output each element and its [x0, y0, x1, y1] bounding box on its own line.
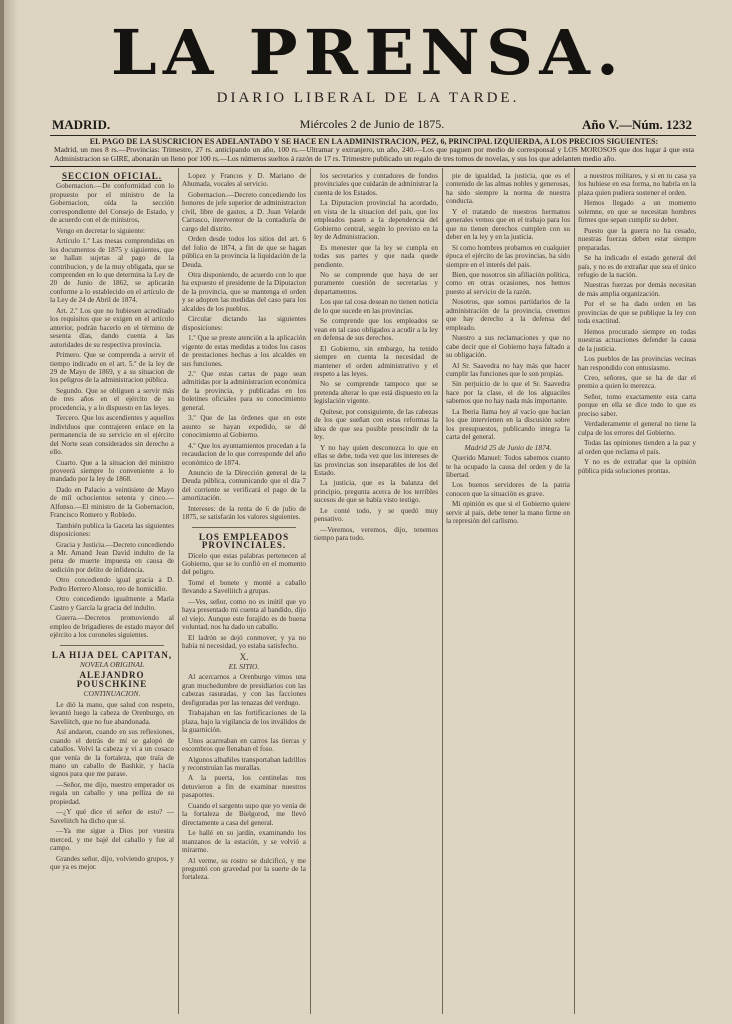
- paragraph: 1.º Que se preste atención a la aplicación vigente de estas medidas a todos los casos de prestaciones hechas a los alcaldes en sus funciones.: [182, 334, 306, 368]
- paragraph: Grandes señor, dijo, volviendo grupos, y que ya es mejor.: [50, 854, 174, 871]
- column-separator: [310, 168, 311, 1014]
- provincial-heading: LOS EMPLEADOS PROVINCIALES.: [198, 531, 290, 551]
- newspaper-subtitle: DIARIO LIBERAL DE LA TARDE.: [216, 90, 520, 106]
- dateline-city: MADRID.: [52, 117, 111, 132]
- newspaper-title: LA PRENSA.: [110, 16, 626, 89]
- paragraph: Por el se ha dado orden en las provincias de que se publique la ley con toda exactitud.: [578, 300, 696, 326]
- paragraph: —Señor, me dijo, nuestro emperador os regala un caballo y una pelliza de su propiedad.: [50, 780, 174, 806]
- paragraph: Cuando el sargento supo que yo venía de la fortaleza de Bielgorod, me llevó directamente a casa del general.: [182, 801, 306, 827]
- paragraph: No se comprende que haya de ser puramente cuestión de secretarías y departamentos.: [314, 270, 438, 296]
- column-separator: [442, 168, 443, 1014]
- dateline-date: Miércoles 2 de Junio de 1875.: [299, 117, 445, 131]
- paragraph: Los buenos servidores de la patria conocen que la situación es grave.: [446, 481, 570, 498]
- paragraph: Otro concediendo igualmente a María Castro y García la gracia del indulto.: [50, 595, 174, 612]
- paragraph: Orden desde todos los sitios del art. 6 del folio de 1874, a fin de que se hagan pública en la provincia la liquidación de la Deuda.: [182, 235, 306, 269]
- paragraph: Hemos llegado a un momento solemne, en que se necesitan hombres firmes que sepan cumplir su deber.: [578, 199, 696, 225]
- paragraph: Cuarto. Que a la situacion del ministro proveerá siempre lo conveniente a lo mandado por la ley de 1868.: [50, 458, 174, 484]
- column-2: [182, 172, 306, 1012]
- paragraph: Se ha indicado el estado general del país, y no es de extrañar que sea el único refugio de la nación.: [578, 254, 696, 279]
- paragraph: Intereses: de la renta de 6 de julio de 1875, se satisfarán los valores siguientes.: [182, 504, 306, 522]
- paragraph: Gobernacion.—Decreto concediendo los honores de jefe superior de administracion civil, libre de gastos, a D. Juan Velarde Carrasco, interventor de la contaduría de cargo del distrito.: [182, 190, 306, 233]
- paragraph: La justicia, que es la balanza del principio, pregunta acerca de los terribles sucesos de que se había visto testigo.: [314, 479, 438, 505]
- paragraph: 4.º Que los ayuntamientos procedan a la recaudacion de lo que corresponde del año económico de 1874.: [182, 441, 306, 467]
- paragraph: Dícelo que estas palabras pertenecen al Gobierno, que se lo confió en el momento del peligro.: [182, 551, 306, 577]
- paragraph: Le conté todo, y se quedó muy pensativo.: [314, 506, 438, 524]
- paragraph: Sin perjuicio de lo que el Sr. Saavedra hace por la clase, el de los alguaciles sabemos que no hay nada más importante.: [446, 380, 570, 406]
- paragraph: Al acercarnos a Orenburgo vimos una gran muchedumbre de presidiarios con las cabezas rasuradas, y con las facciones desfiguradas por las tenazas del verdugo.: [182, 673, 306, 707]
- paragraph: Los que tal cosa desean no tienen noticia de lo que sucede en las provincias.: [314, 298, 438, 315]
- paragraph: Trabajaban en las fortificaciones de la plaza, bajo la vigilancia de los inválidos de la guarnición.: [182, 709, 306, 735]
- paragraph: Se comprende que los empleados se vean en tal caso obligados a acudir a la ley en defensa de sus derechos.: [314, 317, 438, 343]
- serial-subtitle: NOVELA ORIGINAL: [79, 660, 145, 670]
- paragraph: 2.º Que estas cartas de pago sean admitidas por la administracion económica de la provincia, y publicadas en los boletines oficiales para su conocimiento general.: [182, 369, 306, 412]
- paragraph: —¿Y qué dice el señor de esto? —Saveliitch ha dicho que sí.: [50, 808, 174, 825]
- paragraph: Vengo en decretar lo siguiente:: [56, 226, 146, 235]
- paragraph: Si como hombres probamos en cualquier época el ejército de las provincias, ha sido siempre en el interés del país.: [446, 243, 570, 269]
- paragraph: No se comprende tampoco que se pretenda alterar lo que está dispuesto en la legislación vigente.: [314, 380, 438, 406]
- chapter-number: X.: [239, 651, 249, 662]
- serial-author: ALEJANDRO POUSCHKINE: [76, 670, 148, 689]
- paragraph: Anuncio de la Dirección general de la Deuda pública, comunicando que el día 7 del corriente se verificará el pago de la amortización.: [182, 468, 306, 503]
- paragraph: —Ya me sigue a Dios por vuestra merced, y me bajé del caballo y fue al campo.: [50, 827, 174, 853]
- paragraph: Lopez y Francos y D. Mariano de Ahumada, vocales al servicio.: [182, 172, 306, 189]
- paragraph: Unos acarreaban en carros las tierras y escombros que llenaban el foso.: [182, 736, 306, 754]
- paragraph: Le hallé en su jardín, examinando los manzanos de la estación, y se volvió a mirarme.: [182, 829, 306, 855]
- subscription-text: Madrid, un mes 8 rs.—Provincias: Trimestre, 27 rs. anticipando un año, 100 rs.—Ultramar y extranjero, un año, 240.—Los que paguen por medio de corresponsal y LOS MOROSOS que dos lugar á que esta Administracion se GIRE, abonarán un lleno por 100 rs.—Los números sueltos á razón de 17 rs. Trimestre publicado un regalo de tres tomos de novelas, y sus los que adelanten medio año.: [54, 145, 694, 163]
- paragraph: Al verme, su rostro se dulcificó, y me preguntó con gravedad por la suerte de la fortaleza.: [182, 856, 306, 882]
- paragraph: Artículo 1.º Las mesas comprendidas en los documentos de 1875 y siguientes, que se hallan sujetas al pago de la contribucion, y de la muy obligada, que se comprenden en lo que determina la Ley de 20 de Junio de 1862, se aplicarán conforme a lo establecido en el artículo de la Ley de 24 de Abril de 1874.: [50, 237, 174, 305]
- paragraph: 3.º Que de las órdenes que en este asunto se hayan expedido, se dé conocimiento al Gobierno.: [182, 414, 306, 440]
- paragraph: Y no es de extrañar que la opinión pública pida soluciones prontas.: [578, 458, 696, 475]
- paragraph: El Gobierno, sin embargo, ha tenido siempre en cuenta la necesidad de mantener el orden administrativo y el respeto a las leyes.: [314, 344, 438, 378]
- paragraph: pie de igualdad, la justicia, que es el contenido de las almas nobles y generosas, ha sido siempre la norma de nuestra conducta.: [446, 172, 570, 206]
- section-divider: [192, 527, 296, 528]
- rule-top: [50, 135, 696, 136]
- paragraph: Bien, que nosotros sin afiliación política, como en otras ocasiones, nos hemos puesto al servicio de la razón.: [446, 270, 570, 296]
- paragraph: —Ves, señor, como no es inútil que yo haya presentado mi cuenta al bandido, dijo el viejo. Aunque este forajido es de buena voluntad, nos ha dado un caballo.: [182, 597, 306, 632]
- paragraph: Puesto que la guerra no ha cesado, nuestras fuerzas deben estar siempre preparadas.: [578, 226, 696, 252]
- paragraph: los secretarios y contadores de fondos provinciales que cuidarán de administrar la cuenta de los Estados.: [314, 172, 438, 197]
- paragraph: Mi opinión es que si el Gobierno quiere servir al país, debe tener la mano firme en la represión del carlismo.: [446, 500, 570, 526]
- paragraph: Y el tratando de nuestros hermanos generales vemos que en el trabajo para los que no tienen derechos cumplen con su deber en la ley y en la justicia.: [446, 207, 570, 242]
- paragraph: a nuestros militares, y si en tu casa ya los hubiese en esa forma, no habría en la plaza quien pudiera sostener el orden.: [578, 172, 696, 197]
- paragraph: Otra disponiendo, de acuerdo con lo que ha expuesto el presidente de la Diputacion de la provincia, que se mantenga el orden y se adopten las medidas del caso para los alcaldes de los pueblos.: [182, 270, 306, 313]
- dateline: [52, 117, 692, 133]
- newspaper-page: [4, 0, 732, 1024]
- chapter-title: EL SITIO.: [228, 662, 260, 672]
- page-edge-shadow: [4, 0, 18, 1024]
- dateline-issue: Año V.—Núm. 1232: [581, 117, 692, 132]
- column-separator: [178, 168, 179, 1014]
- column-3: [314, 172, 438, 1012]
- paragraph: Algunos albañiles transportaban ladrillos y reconstruían las murallas.: [182, 755, 306, 772]
- paragraph: El ladrón se dejó conmover, y ya no había ni necesidad, yo estaba satisfecho.: [182, 633, 306, 651]
- masthead: [4, 18, 732, 107]
- section-divider: [60, 645, 164, 646]
- paragraph: Así andaron, cuando en sus reflexiones, cuando el detrás de mí se galopó de caballos. Volví la cabeza y vi a un cosaco que venía de la fortaleza, que traía de mano un caballo de Bashkir, y hacía signos para que me parase.: [50, 728, 174, 779]
- paragraph: Los pueblos de las provincias vecinas han respondido con entusiasmo.: [578, 355, 696, 372]
- paragraph: También publica la Gaceta las siguientes disposiciones:: [50, 521, 174, 539]
- paragraph: Querido Manuel: Todos sabemos cuanto te ha ocupado la causa del orden y de la libertad.: [446, 454, 570, 479]
- letter-date: Madrid 25 de Junio de 1874.: [464, 442, 552, 452]
- paragraph: Guerra.—Decretos promoviendo al empleo de brigadieres de estado mayor del ejército a los coroneles siguientes.: [50, 614, 174, 640]
- column-separator: [574, 168, 575, 1014]
- column-4: [446, 172, 570, 1012]
- paragraph: Creo, señores, que se ha de dar el premio a quien lo merezca.: [578, 373, 696, 391]
- paragraph: Es menester que la ley se cumpla en todas sus partes y que nada quede pendiente.: [314, 243, 438, 269]
- paragraph: Gracia y Justicia.—Decreto concediendo a Mr. Amand Jean David indulto de la pena de muerte impuesta en causa de sedición por delito de infidencia.: [50, 540, 174, 574]
- paragraph: Tercero. Que los ascendientes y aquellos individuos que contrajeren enlace en la permanencia de su servicio en el ejército del Norte sean considerados sin derecho a ello.: [50, 414, 174, 457]
- paragraph: Al Sr. Saavedra no hay más que hacer cumplir las funciones que le son propias.: [446, 361, 570, 378]
- paragraph: Art. 2.º Los que no hubiesen acreditado los requisitos que se exigen en el artículo anterior, podrán hacerlo en el término de sesenta días, dando cuenta a las autoridades de su respectiva provincia.: [50, 306, 174, 349]
- paragraph: Quítese, por consiguiente, de las cabezas de los que sueñan con estas reformas la idea de que sea posible prescindir de la ley.: [314, 407, 438, 442]
- paragraph: Nosotros, que somos partidarios de la administración de la provincia, creemos que hay derecho a la defensa del empleado.: [446, 298, 570, 332]
- rule-bottom: [50, 166, 696, 167]
- serial-continuation: CONTINUACION.: [83, 689, 141, 699]
- paragraph: Otro concediendo igual gracia a D. Pedro Herrero Alonso, reo de homicidio.: [50, 576, 174, 593]
- paragraph: Señor, tomo exactamente esta carta porque en ella se dice todo lo que es preciso saber.: [578, 392, 696, 418]
- paragraph: Gobernacion.—De conformidad con lo propuesto por el ministro de la Gobernacion, oída la sección correspondiente del Consejo de Estado, y de acuerdo con el de ministros,: [50, 182, 174, 225]
- paragraph: Hemos procurado siempre en todas nuestras actuaciones defender la causa de la justicia.: [578, 327, 696, 353]
- paragraph: Todas las opiniones tienden a la paz y al orden que reclama el país.: [578, 439, 696, 456]
- paragraph: Primero. Que se comprenda a servir el tiempo indicado en el art. 5.º de la ley de 29 de Mayo de 1869, y a su situacion de los peligros de la administracion pública.: [50, 351, 174, 385]
- paragraph: A la puerta, los centinelas nos detuvieron a fin de examinar nuestros pasaportes.: [182, 774, 306, 800]
- paragraph: Le dió la mano, que salud con respeto, levantó luego la cabeza de Orenburgo, en Saveliitch, que no fue abandonada.: [50, 700, 174, 726]
- section-official-heading: SECCION OFICIAL.: [61, 172, 162, 181]
- paragraph: La Diputacion provincial ha acordado, en vista de la situacion del país, que los empleados pasen a la dependencia del Gobierno central, según lo previsto en la ley de Administracion.: [314, 199, 438, 242]
- subscription-notice: [54, 138, 694, 163]
- column-5: [578, 172, 696, 1012]
- serial-title: LA HIJA DEL CAPITAN,: [51, 649, 173, 660]
- paragraph: —Veremos, veremos, dijo, tenemos tiempo para todo.: [314, 525, 438, 543]
- paragraph: Tomé el bonete y monté a caballo llevando a Saveliitch a grupas.: [182, 578, 306, 596]
- paragraph: Segundo. Que se obliguen a servir más de tres años en el ejército de su procedencia, y a lo dispuesto en las leyes.: [50, 386, 174, 412]
- paragraph: Dado en Palacio a veintisiete de Mayo de mil ochocientos setenta y cinco.—Alfonso.—El ministro de la Gobernacion, Francisco Romero y Robledo.: [50, 485, 174, 520]
- paragraph: Nuestro a sus reclamaciones y que no cabe decir que el Gobierno haya faltado a su obligación.: [446, 334, 570, 360]
- paragraph: Verdaderamente el general no tiene la culpa de los errores del Gobierno.: [578, 420, 696, 437]
- paragraph: Nuestras fuerzas por demás necesitan de más amplia organización.: [578, 281, 696, 298]
- paragraph: Circular dictando las siguientes disposiciones:: [182, 315, 306, 332]
- column-1: [50, 172, 174, 1012]
- subscription-lead: EL PAGO DE LA SUSCRICION ES ADELANTADO Y SE HACE EN LA ADMINISTRACION, PEZ, 6, PRINCIPAL IZQUIERDA, A LOS PRECIOS SIGUIENTES:: [89, 137, 659, 146]
- paragraph: Y no hay quien desconozca lo que en ellas se debe, toda vez que los intereses de las provincias son inseparables de los del Estado.: [314, 443, 438, 477]
- paragraph: La Iberia llama hoy al vacío que hacían los que intervienen en la discusión sobre los presupuestos, publicando integra la carta del general.: [446, 407, 570, 442]
